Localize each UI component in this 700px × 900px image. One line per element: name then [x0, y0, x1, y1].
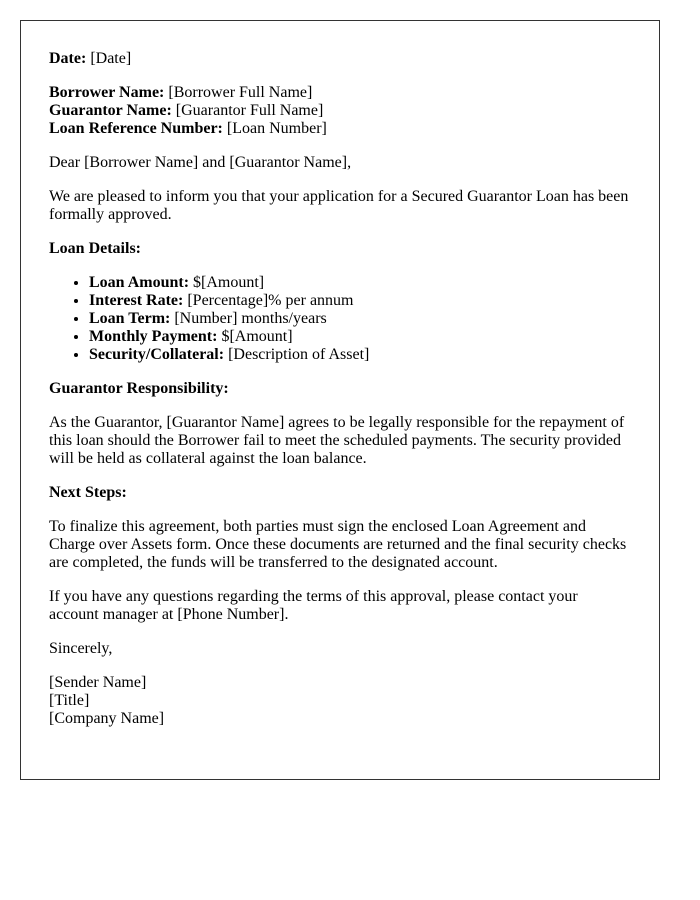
field-value: [Loan Number]	[226, 120, 327, 137]
loan-details-list	[49, 274, 631, 364]
header-fields	[49, 84, 631, 138]
item-value: [Number] months/years	[174, 310, 327, 327]
company-name: [Company Name]	[49, 710, 165, 727]
item-value: [Description of Asset]	[228, 346, 370, 363]
signature-block	[49, 674, 631, 728]
loan-details-heading	[49, 240, 631, 258]
list-item	[89, 346, 631, 364]
salutation: Dear [Borrower Name] and [Guarantor Name],	[49, 154, 352, 171]
field-value: [Guarantor Full Name]	[175, 102, 324, 119]
item-label: Loan Amount:	[89, 274, 190, 291]
item-value: $[Amount]	[221, 328, 293, 345]
list-item	[89, 310, 631, 328]
sender-name: [Sender Name]	[49, 674, 147, 691]
item-label: Loan Term:	[89, 310, 171, 327]
contact-paragraph: If you have any questions regarding the terms of this approval, please contact your account manager at [Phone Number].	[49, 588, 578, 623]
item-label: Security/Collateral:	[89, 346, 225, 363]
guarantor-responsibility-text: As the Guarantor, [Guarantor Name] agrees to be legally responsible for the repayment of this loan should the Borrower fail to meet the scheduled payments. The security provided will be held as collateral against the loan balance.	[49, 414, 625, 467]
item-value: $[Amount]	[193, 274, 265, 291]
intro-paragraph: We are pleased to inform you that your application for a Secured Guarantor Loan has been formally approved.	[49, 188, 629, 223]
closing: Sincerely,	[49, 640, 113, 657]
field-label: Borrower Name:	[49, 84, 165, 101]
item-value: [Percentage]% per annum	[187, 292, 354, 309]
next-steps-heading	[49, 484, 631, 502]
sender-title: [Title]	[49, 692, 90, 709]
next-steps-text: To finalize this agreement, both parties must sign the enclosed Loan Agreement and Charge over Assets form. Once these documents are returned and the final security checks are completed, the funds will be transferred to the designated account.	[49, 518, 627, 571]
date-value: [Date]	[90, 50, 132, 67]
approval-letter	[20, 20, 660, 780]
item-label: Monthly Payment:	[89, 328, 218, 345]
field-label: Guarantor Name:	[49, 102, 172, 119]
list-item	[89, 274, 631, 292]
list-item	[89, 292, 631, 310]
date-line	[49, 50, 631, 68]
heading-text: Next Steps:	[49, 484, 127, 501]
loan-reference-line	[49, 120, 631, 138]
guarantor-responsibility-heading	[49, 380, 631, 398]
heading-text: Loan Details:	[49, 240, 141, 257]
field-value: [Borrower Full Name]	[168, 84, 313, 101]
field-label: Loan Reference Number:	[49, 120, 223, 137]
guarantor-name-line	[49, 102, 631, 120]
date-label: Date:	[49, 50, 87, 67]
list-item	[89, 328, 631, 346]
item-label: Interest Rate:	[89, 292, 184, 309]
heading-text: Guarantor Responsibility:	[49, 380, 229, 397]
borrower-name-line	[49, 84, 631, 102]
